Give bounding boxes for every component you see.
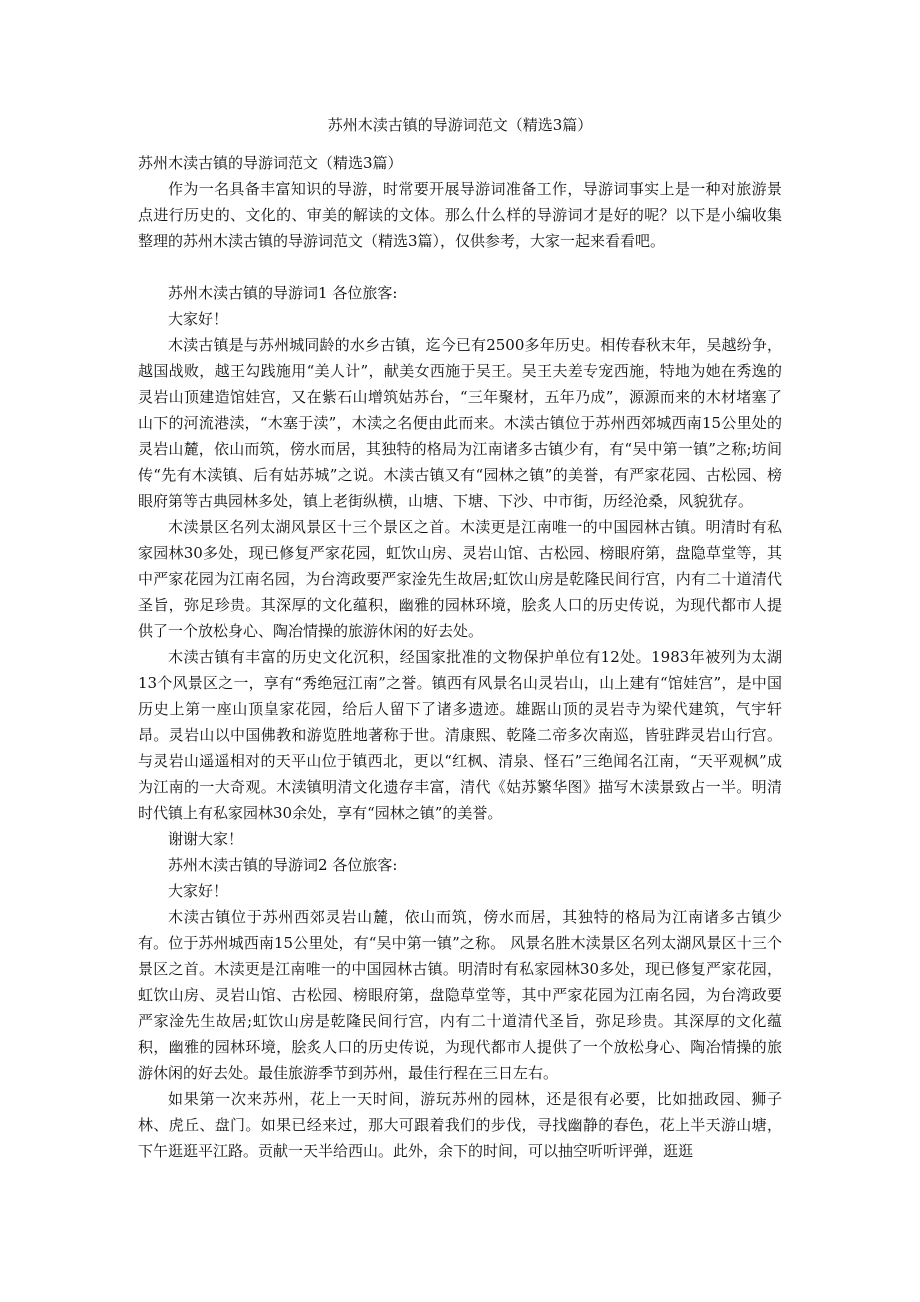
speech1-paragraph-3: 木渎古镇有丰富的历史文化沉积，经国家批准的文物保护单位有12处。1983年被列为太湖13个风景区之一，享有“秀绝冠江南”之誉。镇西有风景名山灵岩山，山上建有“馆娃宫”，是中国历史上第一座山顶皇家花园，给后人留下了诸多遗迹。雄踞山顶的灵岩寺为梁代建筑，气宇轩昂。灵岩山以中国佛教和游览胜地著称于世。清康熙、乾隆二帝多次南巡，皆驻跸灵岩山行宫。与灵岩山遥遥相对的天平山位于镇西北，更以“红枫、清泉、怪石”三绝闻名江南，“天平观枫”成为江南的一大奇观。木渎镇明清文化遗存丰富，清代《姑苏繁华图》描写木渎景致占一半。明清时代镇上有私家园林30余处，享有“园林之镇”的美誉。 [138,648,782,822]
intro-paragraph: 作为一名具备丰富知识的导游，时常要开展导游词准备工作，导游词事实上是一种对旅游景点进行历史的、文化的、审美的解读的文体。那么什么样的导游词才是好的呢？以下是小编收集整理的苏州木渎古镇的导游词范文（精选3篇），仅供参考，大家一起来看看吧。 [138,180,782,250]
paragraph-gap [138,254,782,280]
speech1-paragraph-2: 木渎景区名列太湖风景区十三个景区之首。木渎更是江南唯一的中国园林古镇。明清时有私家园林30多处，现已修复严家花园，虹饮山房、灵岩山馆、古松园、榜眼府第，盘隐草堂等，其中严家花园为江南名园，为台湾政要严家淦先生故居;虹饮山房是乾隆民间行宫，内有二十道清代圣旨，弥足珍贵。其深厚的文化蕴积，幽雅的园林环境，脍炙人口的历史传说，为现代都市人提供了一个放松身心、陶冶情操的旅游休闲的好去处。 [138,518,782,640]
speech1-heading: 苏州木渎古镇的导游词1 各位旅客: [168,284,398,302]
speech2-greeting: 大家好！ [168,882,229,900]
speech2-heading: 苏州木渎古镇的导游词2 各位旅客: [168,856,398,874]
speech1-greeting: 大家好！ [168,310,229,328]
speech1-thanks: 谢谢大家！ [168,830,244,848]
document-title: 苏州木渎古镇的导游词范文（精选3篇） [327,116,593,134]
document-page [138,112,782,1164]
document-subtitle: 苏州木渎古镇的导游词范文（精选3篇） [138,154,403,172]
speech1-paragraph-1: 木渎古镇是与苏州城同龄的水乡古镇，迄今已有2500多年历史。相传春秋末年，吴越纷争，越国战败，越王勾践施用“美人计”，献美女西施于吴王。吴王夫差专宠西施，特地为她在秀逸的灵岩山顶建造馆娃宫，又在紫石山增筑姑苏台，“三年聚材，五年乃成”，源源而来的木材堵塞了山下的河流港渎，“木塞于渎”，木渎之名便由此而来。木渎古镇位于苏州西郊城西南15公里处的灵岩山麓，依山而筑，傍水而居，其独特的格局为江南诸多古镇少有，有“吴中第一镇”之称;坊间传“先有木渎镇、后有姑苏城”之说。木渎古镇又有“园林之镇”的美誉，有严家花园、古松园、榜眼府第等古典园林多处，镇上老街纵横，山塘、下塘、下沙、中市街，历经沧桑，风貌犹存。 [138,336,782,510]
speech2-paragraph-1: 木渎古镇位于苏州西郊灵岩山麓，依山而筑，傍水而居，其独特的格局为江南诸多古镇少有。位于苏州城西南15公里处，有“吴中第一镇”之称。 风景名胜木渎景区名列太湖风景区十三个景区之首。木渎更是江南唯一的中国园林古镇。明清时有私家园林30多处，现已修复严家花园，虹饮山房、灵岩山馆、古松园、榜眼府第，盘隐草堂等，其中严家花园为江南名园，为台湾政要严家淦先生故居;虹饮山房是乾隆民间行宫，内有二十道清代圣旨，弥足珍贵。其深厚的文化蕴积，幽雅的园林环境，脍炙人口的历史传说，为现代都市人提供了一个放松身心、陶冶情操的旅游休闲的好去处。最佳旅游季节到苏州，最佳行程在三日左右。 [138,908,782,1082]
speech2-paragraph-2: 如果第一次来苏州，花上一天时间，游玩苏州的园林，还是很有必要，比如拙政园、狮子林、虎丘、盘门。如果已经来过，那大可跟着我们的步伐，寻找幽静的春色，花上半天游山塘，下午逛逛平江路。贡献一天半给西山。此外，余下的时间，可以抽空听听评弹，逛逛 [138,1090,782,1160]
